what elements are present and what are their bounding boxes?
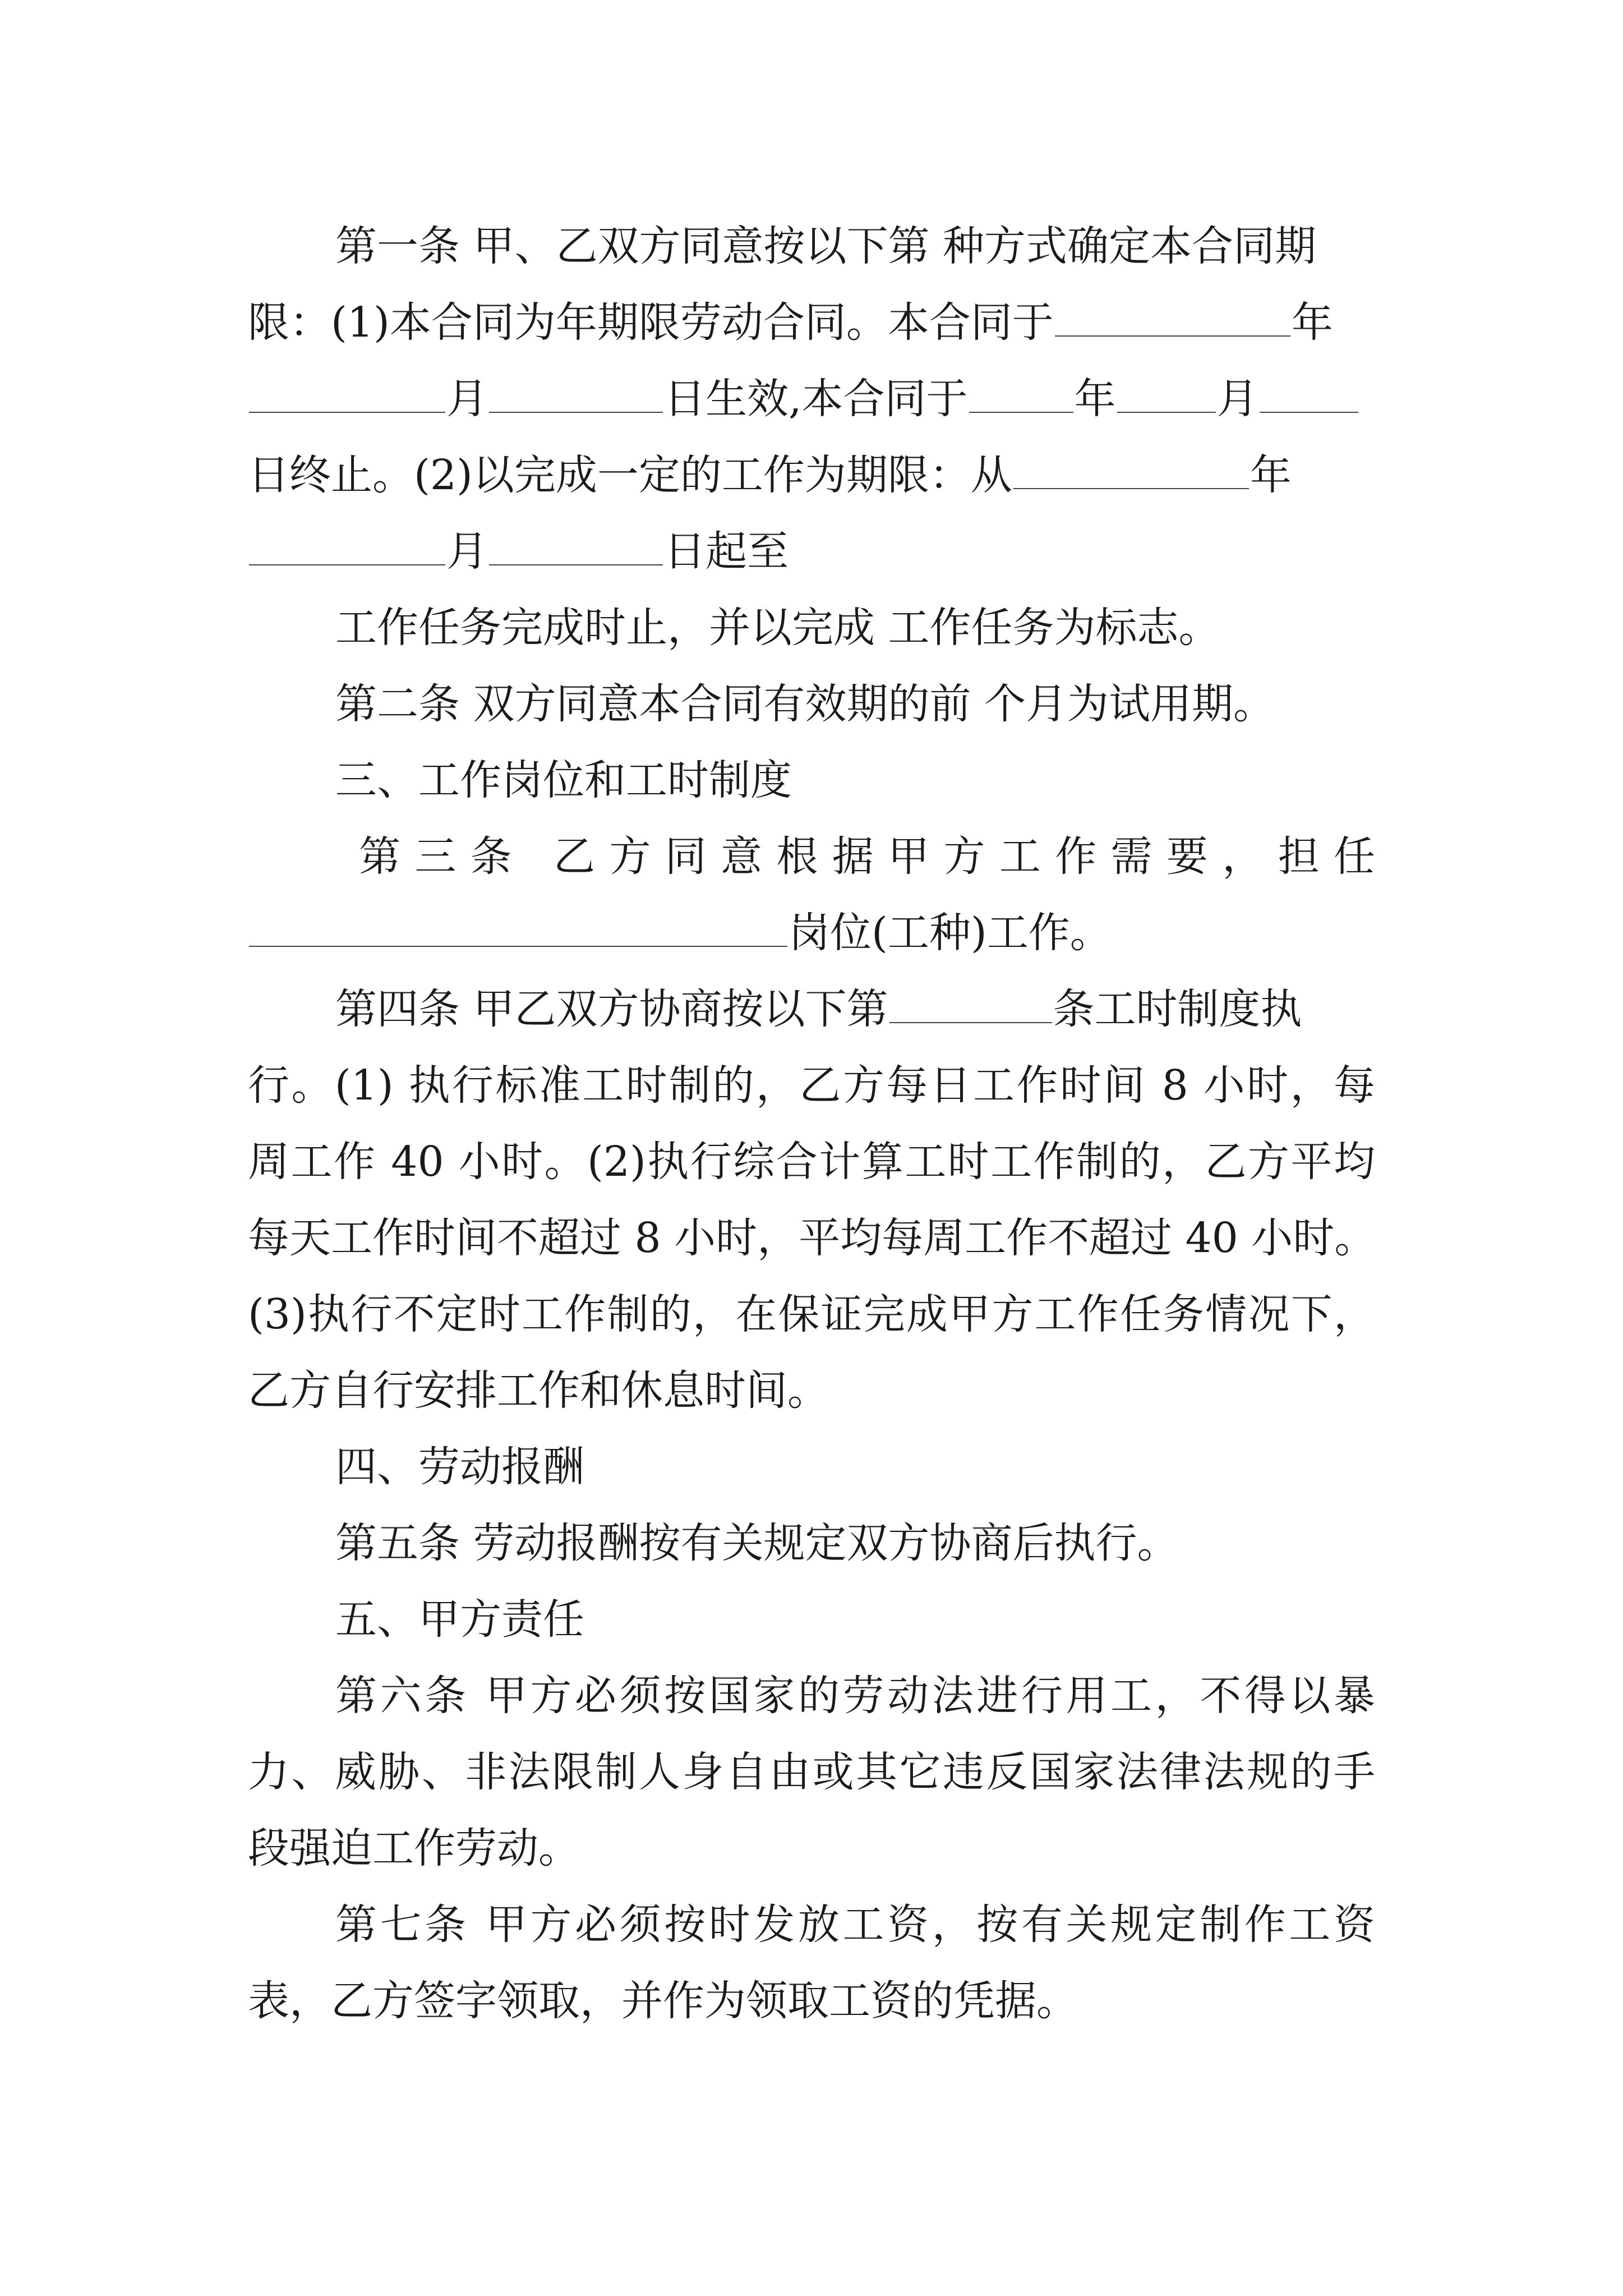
start-year-blank [1055, 298, 1290, 337]
task-start-month-blank [249, 527, 445, 565]
article-1-line-1: 第一条 甲、乙双方同意按以下第 种方式确定本合同期 [335, 222, 1317, 270]
article-4-line-2: 行。(1) 执行标准工时制的，乙方每日工作时间 8 小时，每 [248, 1061, 1375, 1110]
article-1-line-3 [248, 368, 1375, 430]
article-4-intro: 第四条 甲乙双方协商按以下第 [335, 985, 888, 1033]
article-1-line-4 [248, 444, 1375, 506]
month-label: 月 [1216, 375, 1258, 423]
from-text: 日起至 [664, 527, 789, 576]
effective-text: 日生效,本合同于 [664, 375, 968, 423]
end-month-blank [1117, 375, 1216, 413]
year-label: 年 [1291, 298, 1333, 347]
article-7-line-2: 表，乙方签字领取，并作为领取工资的凭据。 [248, 1977, 1078, 2025]
article-4-intro-end: 条工时制度执 [1053, 985, 1302, 1033]
article-2: 第二条 双方同意本合同有效期的前 个月为试用期。 [335, 680, 1275, 728]
article-4-line-5: (3)执行不定时工作制的，在保证完成甲方工作任务情况下， [248, 1290, 1375, 1338]
article-7-line-1: 第七条 甲方必须按时发放工资，按有关规定制作工资 [335, 1901, 1375, 1949]
article-1-term-text: 限：(1)本合同为年期限劳动合同。本合同于 [248, 298, 1054, 347]
article-4-line-1 [335, 978, 1375, 1040]
start-day-blank [489, 375, 663, 413]
article-5: 第五条 劳动报酬按有关规定双方协商后执行。 [335, 1519, 1179, 1567]
article-3-line-1: 第三条 乙方同意根据甲方工作需要，担任 [359, 832, 1375, 881]
article-3-line-2 [248, 902, 1375, 964]
article-6-line-2: 力、威胁、非法限制人身自由或其它违反国家法律法规的手 [248, 1748, 1375, 1796]
article-4-line-4: 每天工作时间不超过 8 小时，平均每周工作不超过 40 小时。 [248, 1214, 1376, 1262]
end-year-blank [969, 375, 1073, 413]
article-1-line-2 [248, 292, 1375, 353]
work-hour-choice-blank [889, 985, 1052, 1023]
task-start-day-blank [489, 527, 663, 565]
section-5-heading: 五、甲方责任 [335, 1595, 584, 1644]
article-4-line-3: 周工作 40 小时。(2)执行综合计算工时工作制的，乙方平均 [248, 1138, 1375, 1186]
article-6-line-3: 段强迫工作劳动。 [248, 1824, 580, 1872]
article-1-line-6: 工作任务完成时止，并以完成 工作任务为标志。 [335, 604, 1220, 652]
section-4-heading: 四、劳动报酬 [335, 1443, 584, 1491]
task-start-year-blank [1013, 451, 1249, 489]
month-label: 月 [446, 527, 488, 576]
month-label: 月 [446, 375, 488, 423]
section-3-heading: 三、工作岗位和工时制度 [335, 756, 792, 804]
year-label: 年 [1074, 375, 1116, 423]
article-6-line-1: 第六条 甲方必须按国家的劳动法进行用工，不得以暴 [335, 1672, 1375, 1720]
position-blank [249, 909, 787, 947]
start-month-blank [249, 375, 445, 413]
position-text: 岗位(工种)工作。 [789, 909, 1112, 957]
termination-text: 日终止。(2)以完成一定的工作为期限：从 [248, 451, 1012, 499]
end-day-blank [1260, 375, 1358, 413]
article-4-line-6: 乙方自行安排工作和休息时间。 [248, 1366, 829, 1415]
article-1-line-5 [248, 521, 1375, 582]
year-label: 年 [1249, 451, 1292, 499]
